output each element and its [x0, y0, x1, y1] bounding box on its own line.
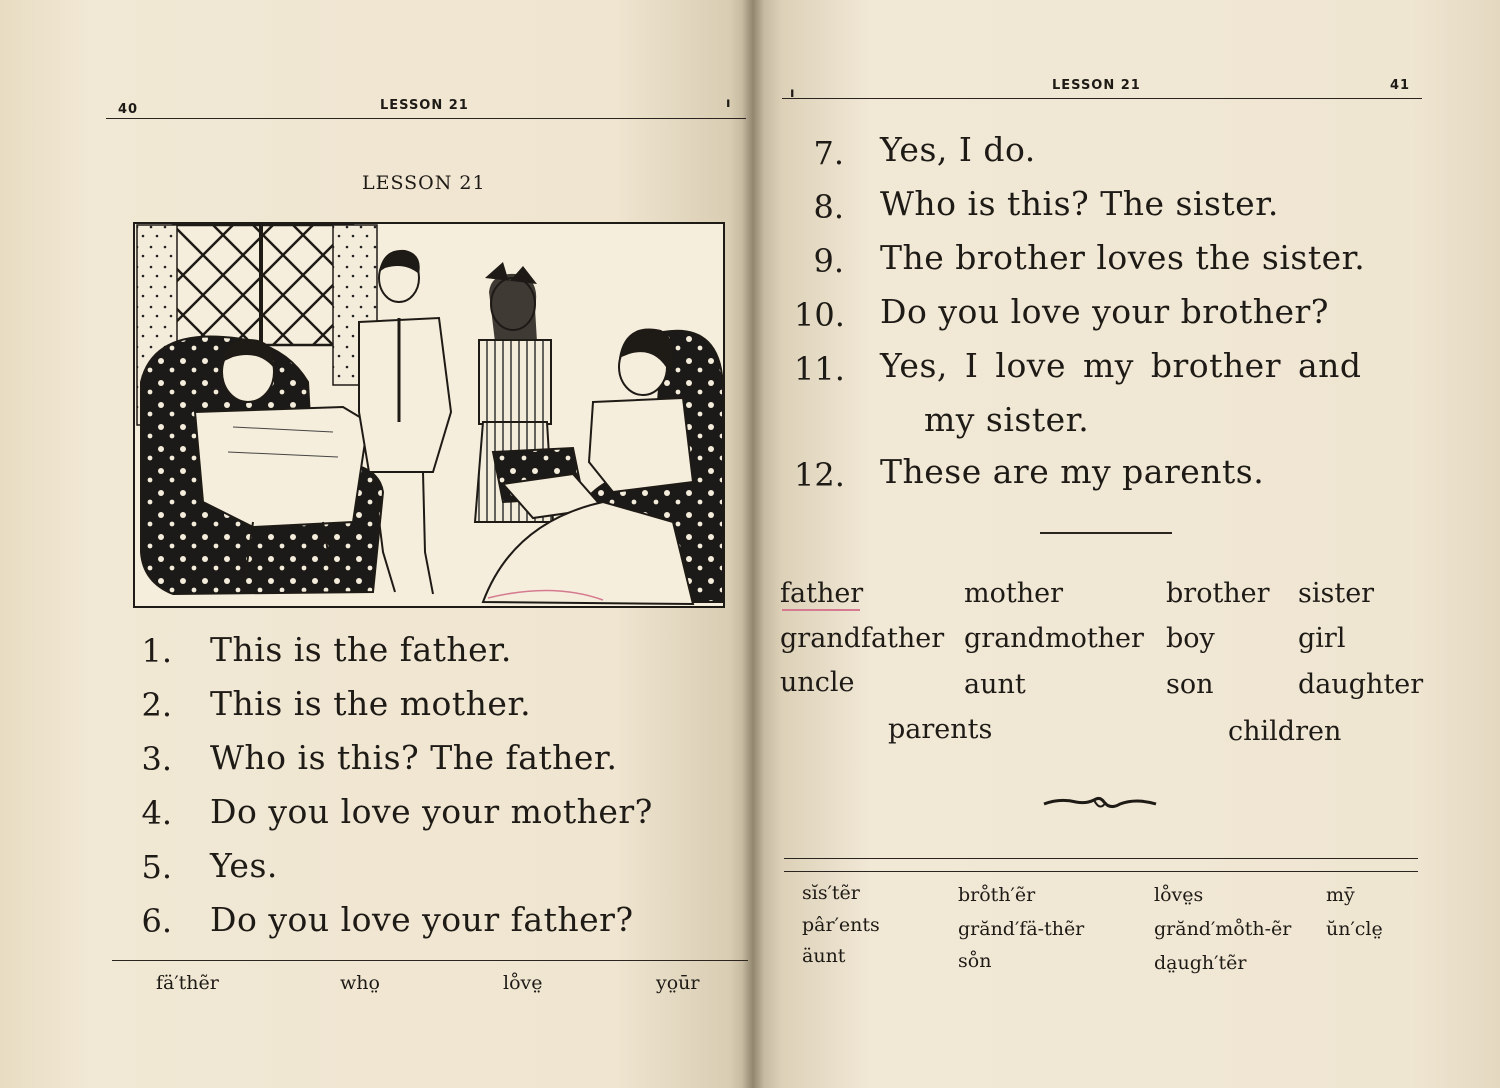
pronunciation-word: grănd′fä-thẽr	[958, 918, 1085, 940]
right-page-number: 41	[1390, 78, 1411, 93]
right-header-rule	[782, 98, 1422, 99]
sentence-text: Do you love your father?	[210, 900, 634, 939]
sentence-number: 9.	[813, 242, 844, 280]
vocab-word: sister	[1298, 578, 1375, 609]
right-footer-rule-thin	[784, 871, 1418, 872]
pronunciation-word: pâr′ents	[802, 914, 880, 936]
vocab-word: grandmother	[964, 623, 1144, 654]
pronunciation-word: sĭs′tẽr	[802, 882, 860, 904]
vocab-group-label: parents	[888, 714, 993, 745]
vocab-word: daughter	[1298, 669, 1424, 700]
sentence-number: 10.	[794, 296, 845, 334]
vocab-word: mother	[964, 578, 1063, 609]
vocab-word: girl	[1298, 623, 1346, 654]
sentence-text: Who is this? The sister.	[880, 184, 1279, 223]
ornament-icon	[1040, 790, 1160, 818]
pronunciation-word: fä′thẽr	[156, 972, 219, 994]
sentence-text: This is the mother.	[210, 684, 532, 723]
sentence-number: 11.	[794, 350, 845, 388]
left-head-mark: ı	[726, 96, 732, 111]
sentence-text: Yes, I love my brother and	[880, 346, 1362, 385]
left-running-head: LESSON 21	[380, 98, 469, 113]
pronunciation-word: da̤ugh′tẽr	[1154, 952, 1247, 974]
sentence-number: 2.	[141, 686, 172, 724]
pronunciation-word: bro̊th′ẽr	[958, 884, 1036, 906]
sentence-text: Do you love your brother?	[880, 292, 1329, 331]
sentence-text: Who is this? The father.	[210, 738, 618, 777]
sentence-number: 12.	[794, 456, 845, 494]
pronunciation-word: so̊n	[958, 950, 992, 972]
left-header-rule	[106, 118, 746, 119]
sentence-continuation: my sister.	[924, 400, 1090, 439]
pronunciation-word: mȳ	[1326, 884, 1355, 906]
pronunciation-word: ŭn′cle̤	[1326, 918, 1383, 940]
sentence-text: These are my parents.	[880, 452, 1265, 491]
left-footer-rule	[112, 960, 748, 961]
vocab-word: father	[780, 578, 864, 609]
vocab-group-label: children	[1228, 716, 1342, 747]
right-page	[752, 0, 1500, 1088]
sentence-number: 5.	[141, 848, 172, 886]
sentence-text: Yes, I do.	[880, 130, 1036, 169]
right-running-head: LESSON 21	[1052, 78, 1141, 93]
vocab-word: brother	[1166, 578, 1270, 609]
vocab-word: uncle	[780, 667, 855, 698]
sentence-number: 4.	[141, 794, 172, 832]
sentence-text: This is the father.	[210, 630, 512, 669]
sentence-number: 8.	[813, 188, 844, 226]
pencil-underline	[782, 609, 860, 611]
pronunciation-word: lo̊ve̤s	[1154, 884, 1204, 906]
left-page-number: 40	[118, 102, 139, 117]
pronunciation-word: äunt	[802, 945, 846, 967]
pronunciation-word: who̤	[340, 972, 380, 994]
pronunciation-word: grănd′mo̊th-ẽr	[1154, 918, 1292, 940]
vocab-word: son	[1166, 669, 1214, 700]
family-illustration	[133, 222, 725, 608]
book-gutter	[742, 0, 764, 1088]
pronunciation-word: lo̊ve̤	[503, 972, 543, 994]
sentence-number: 6.	[141, 902, 172, 940]
sentence-number: 7.	[813, 134, 844, 172]
vocab-word: aunt	[964, 669, 1026, 700]
right-footer-rule	[784, 858, 1418, 859]
vocab-word: boy	[1166, 623, 1215, 654]
sentence-number: 3.	[141, 740, 172, 778]
pronunciation-word: yo̤ūr	[656, 972, 700, 994]
sentence-text: Yes.	[210, 846, 278, 885]
lesson-title: LESSON 21	[362, 172, 486, 194]
right-head-mark: ı	[790, 86, 796, 101]
section-divider	[1040, 532, 1172, 534]
sentence-text: The brother loves the sister.	[880, 238, 1366, 277]
vocab-word: grandfather	[780, 623, 945, 654]
sentence-number: 1.	[141, 632, 172, 670]
sentence-text: Do you love your mother?	[210, 792, 653, 831]
